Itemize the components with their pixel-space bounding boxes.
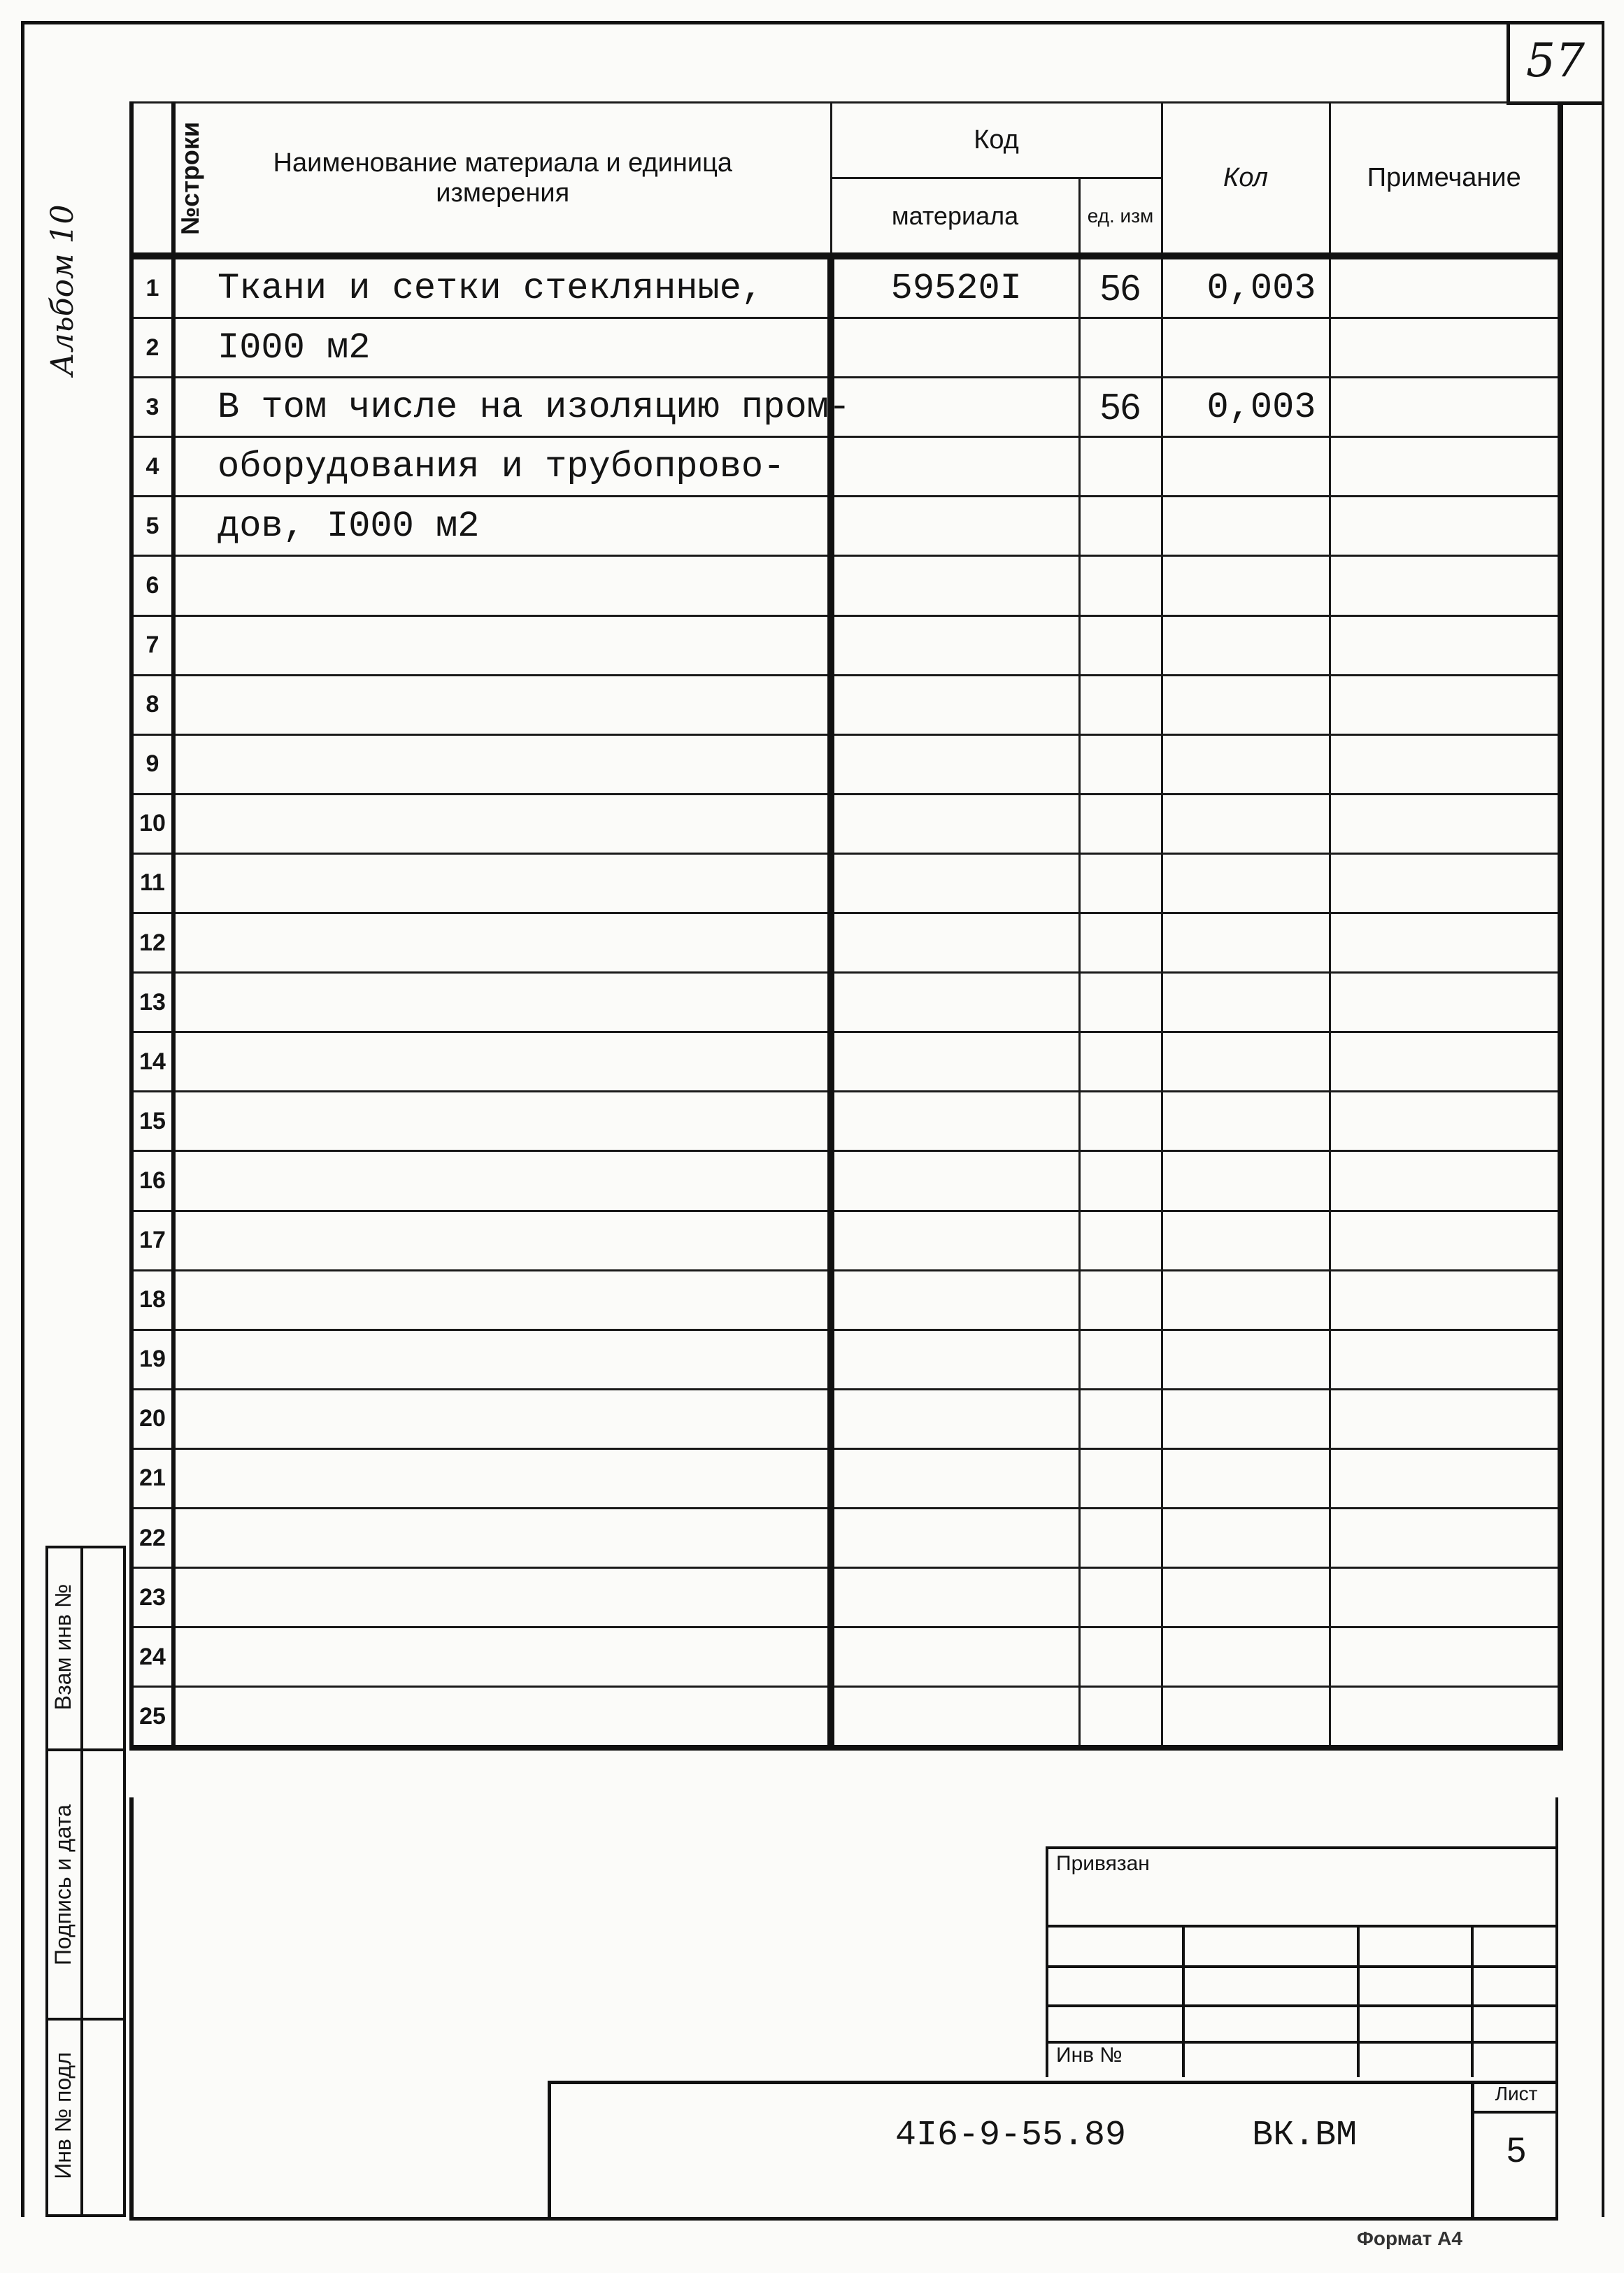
material-name xyxy=(173,794,831,853)
table-row xyxy=(131,853,1560,913)
row-number: 20 xyxy=(131,1389,173,1448)
privyazan-line xyxy=(1046,1965,1558,1968)
table-row xyxy=(131,1568,1560,1627)
note xyxy=(1330,1627,1560,1687)
material-code xyxy=(831,853,1079,913)
row-number: 6 xyxy=(131,556,173,615)
material-code xyxy=(831,1568,1079,1627)
note xyxy=(1330,734,1560,794)
material-code xyxy=(831,1032,1079,1092)
material-code xyxy=(831,1627,1079,1687)
table-row xyxy=(131,1330,1560,1389)
material-code xyxy=(831,1448,1079,1508)
material-code xyxy=(831,913,1079,973)
material-code xyxy=(831,1330,1079,1389)
quantity xyxy=(1162,734,1330,794)
unit-code xyxy=(1079,1092,1162,1151)
note xyxy=(1330,1151,1560,1211)
privyazan-line xyxy=(1046,2041,1558,2044)
material-code xyxy=(831,1092,1079,1151)
quantity xyxy=(1162,1151,1330,1211)
note xyxy=(1330,556,1560,615)
table-row xyxy=(131,1211,1560,1270)
quantity xyxy=(1162,1270,1330,1330)
material-name xyxy=(173,675,831,734)
material-name: дов, I000 м2 xyxy=(173,497,831,556)
quantity xyxy=(1162,675,1330,734)
quantity xyxy=(1162,1627,1330,1687)
format-label: Формат А4 xyxy=(1357,2228,1462,2249)
sheet-label: Лист xyxy=(1495,2083,1538,2104)
material-name xyxy=(173,913,831,973)
unit-code xyxy=(1079,1627,1162,1687)
row-number: 2 xyxy=(131,318,173,378)
note xyxy=(1330,437,1560,497)
material-code xyxy=(831,973,1079,1032)
material-name xyxy=(173,1270,831,1330)
material-code xyxy=(831,1687,1079,1748)
row-number: 3 xyxy=(131,378,173,437)
note xyxy=(1330,853,1560,913)
header-quantity: Кол xyxy=(1162,103,1330,257)
note xyxy=(1330,497,1560,556)
sheet-separator xyxy=(1471,2111,1558,2114)
note xyxy=(1330,794,1560,853)
table-row xyxy=(131,437,1560,497)
quantity xyxy=(1162,318,1330,378)
album-label: Альбом 10 xyxy=(45,204,80,376)
row-number: 12 xyxy=(131,913,173,973)
privyazan-column xyxy=(1182,1925,1185,2077)
table-row xyxy=(131,615,1560,675)
table-row xyxy=(131,1389,1560,1448)
unit-code xyxy=(1079,1448,1162,1508)
quantity xyxy=(1162,973,1330,1032)
unit-code xyxy=(1079,1508,1162,1567)
unit-code xyxy=(1079,1687,1162,1748)
stamp-divider xyxy=(80,1546,83,2217)
table-body xyxy=(131,256,1560,1748)
note xyxy=(1330,1448,1560,1508)
row-number: 14 xyxy=(131,1032,173,1092)
material-code xyxy=(831,1211,1079,1270)
material-code xyxy=(831,1151,1079,1211)
quantity xyxy=(1162,1211,1330,1270)
material-name xyxy=(173,1448,831,1508)
row-number: 17 xyxy=(131,1211,173,1270)
material-name xyxy=(173,1627,831,1687)
material-code xyxy=(831,675,1079,734)
row-number: 23 xyxy=(131,1568,173,1627)
quantity xyxy=(1162,615,1330,675)
quantity: 0,003 xyxy=(1162,256,1330,318)
note xyxy=(1330,1211,1560,1270)
material-name xyxy=(173,1508,831,1567)
quantity xyxy=(1162,1508,1330,1567)
stamp-inv-podl: Инв № подл xyxy=(50,2052,76,2179)
row-number: 25 xyxy=(131,1687,173,1748)
table-row xyxy=(131,734,1560,794)
header-code-material: материала xyxy=(831,178,1079,257)
privyazan-column xyxy=(1357,1925,1360,2077)
material-code xyxy=(831,556,1079,615)
unit-code xyxy=(1079,675,1162,734)
material-code xyxy=(831,437,1079,497)
privyazan-line xyxy=(1046,1925,1558,1928)
unit-code xyxy=(1079,853,1162,913)
table-row xyxy=(131,378,1560,437)
unit-code xyxy=(1079,794,1162,853)
material-name xyxy=(173,1330,831,1389)
material-name: оборудования и трубопрово- xyxy=(173,437,831,497)
quantity xyxy=(1162,1389,1330,1448)
note xyxy=(1330,973,1560,1032)
row-number: 11 xyxy=(131,853,173,913)
quantity xyxy=(1162,1448,1330,1508)
row-number: 13 xyxy=(131,973,173,1032)
unit-code xyxy=(1079,1330,1162,1389)
material-name xyxy=(173,1568,831,1627)
bottom-border xyxy=(129,2217,1558,2221)
privyazan-column xyxy=(1471,1925,1474,2077)
table-row xyxy=(131,1627,1560,1687)
header-note: Примечание xyxy=(1330,103,1560,257)
document-number: 4I6-9-55.89 xyxy=(895,2116,1127,2156)
unit-code xyxy=(1079,1568,1162,1627)
material-name xyxy=(173,1151,831,1211)
material-name xyxy=(173,1687,831,1748)
row-number: 22 xyxy=(131,1508,173,1567)
material-code xyxy=(831,734,1079,794)
note xyxy=(1330,1092,1560,1151)
material-name xyxy=(173,734,831,794)
quantity xyxy=(1162,1330,1330,1389)
table-row xyxy=(131,256,1560,318)
material-name xyxy=(173,1032,831,1092)
material-code xyxy=(831,794,1079,853)
stamp-separator xyxy=(45,1748,126,1751)
note xyxy=(1330,1568,1560,1627)
unit-code xyxy=(1079,913,1162,973)
quantity xyxy=(1162,437,1330,497)
material-code xyxy=(831,318,1079,378)
row-number: 21 xyxy=(131,1448,173,1508)
note xyxy=(1330,256,1560,318)
quantity xyxy=(1162,497,1330,556)
unit-code xyxy=(1079,556,1162,615)
specification-table xyxy=(129,101,1563,1751)
unit-code xyxy=(1079,1389,1162,1448)
unit-code xyxy=(1079,1211,1162,1270)
table-row xyxy=(131,675,1560,734)
inv-number-label: Инв № xyxy=(1056,2044,1123,2067)
unit-code: 56 xyxy=(1079,378,1162,437)
unit-code xyxy=(1079,615,1162,675)
quantity xyxy=(1162,1687,1330,1748)
material-name: I000 м2 xyxy=(173,318,831,378)
stamp-vzam-inv: Взам инв № xyxy=(50,1583,76,1711)
unit-code xyxy=(1079,734,1162,794)
table-row xyxy=(131,1508,1560,1567)
table-row xyxy=(131,973,1560,1032)
row-number: 1 xyxy=(131,256,173,318)
material-name xyxy=(173,973,831,1032)
table-row xyxy=(131,1092,1560,1151)
unit-code: 56 xyxy=(1079,256,1162,318)
unit-code xyxy=(1079,973,1162,1032)
material-name: В том числе на изоляцию пром- xyxy=(173,378,831,437)
material-name xyxy=(173,1092,831,1151)
table-row xyxy=(131,497,1560,556)
note xyxy=(1330,318,1560,378)
table-row xyxy=(131,318,1560,378)
row-number: 18 xyxy=(131,1270,173,1330)
quantity xyxy=(1162,1568,1330,1627)
row-number: 16 xyxy=(131,1151,173,1211)
material-name xyxy=(173,853,831,913)
row-number: 9 xyxy=(131,734,173,794)
note xyxy=(1330,1508,1560,1567)
sheet-number: 5 xyxy=(1507,2130,1526,2169)
note xyxy=(1330,1270,1560,1330)
row-number: 7 xyxy=(131,615,173,675)
row-number: 24 xyxy=(131,1627,173,1687)
row-number: 19 xyxy=(131,1330,173,1389)
material-name xyxy=(173,1211,831,1270)
material-code xyxy=(831,1389,1079,1448)
material-name xyxy=(173,1389,831,1448)
page-number: 57 xyxy=(1526,34,1585,87)
header-row-number: №строки xyxy=(131,103,173,257)
unit-code xyxy=(1079,437,1162,497)
material-code: 59520I xyxy=(831,256,1079,318)
material-name xyxy=(173,556,831,615)
table-row xyxy=(131,1151,1560,1211)
note xyxy=(1330,1330,1560,1389)
header-name: Наименование материала и единица измерения xyxy=(173,103,831,257)
material-code xyxy=(831,378,1079,437)
row-number: 10 xyxy=(131,794,173,853)
table-row xyxy=(131,1687,1560,1748)
row-number: 8 xyxy=(131,675,173,734)
row-number: 4 xyxy=(131,437,173,497)
unit-code xyxy=(1079,318,1162,378)
note xyxy=(1330,1389,1560,1448)
note xyxy=(1330,1032,1560,1092)
quantity xyxy=(1162,556,1330,615)
header-code-unit: ед. изм xyxy=(1079,178,1162,257)
quantity xyxy=(1162,1092,1330,1151)
table-row xyxy=(131,794,1560,853)
table-row xyxy=(131,1448,1560,1508)
unit-code xyxy=(1079,1270,1162,1330)
stamp-sign-date: Подпись и дата xyxy=(50,1804,76,1966)
note xyxy=(1330,378,1560,437)
table-row xyxy=(131,913,1560,973)
note xyxy=(1330,615,1560,675)
material-code xyxy=(831,497,1079,556)
row-number: 5 xyxy=(131,497,173,556)
material-code xyxy=(831,615,1079,675)
table-row xyxy=(131,556,1560,615)
document-code xyxy=(895,2116,1455,2156)
quantity xyxy=(1162,853,1330,913)
privyazan-label: Привязан xyxy=(1056,1852,1150,1875)
material-name: Ткани и сетки стеклянные, xyxy=(173,256,831,318)
material-name xyxy=(173,615,831,675)
quantity xyxy=(1162,1032,1330,1092)
quantity xyxy=(1162,913,1330,973)
unit-code xyxy=(1079,497,1162,556)
row-number: 15 xyxy=(131,1092,173,1151)
unit-code xyxy=(1079,1032,1162,1092)
document-suffix: ВК.ВМ xyxy=(1252,2116,1358,2156)
note xyxy=(1330,913,1560,973)
material-code xyxy=(831,1270,1079,1330)
quantity: 0,003 xyxy=(1162,378,1330,437)
table-row xyxy=(131,1270,1560,1330)
table-row xyxy=(131,1032,1560,1092)
note xyxy=(1330,1687,1560,1748)
material-code xyxy=(831,1508,1079,1567)
header-code: Код xyxy=(831,103,1162,178)
quantity xyxy=(1162,794,1330,853)
note xyxy=(1330,675,1560,734)
unit-code xyxy=(1079,1151,1162,1211)
privyazan-line xyxy=(1046,2004,1558,2007)
